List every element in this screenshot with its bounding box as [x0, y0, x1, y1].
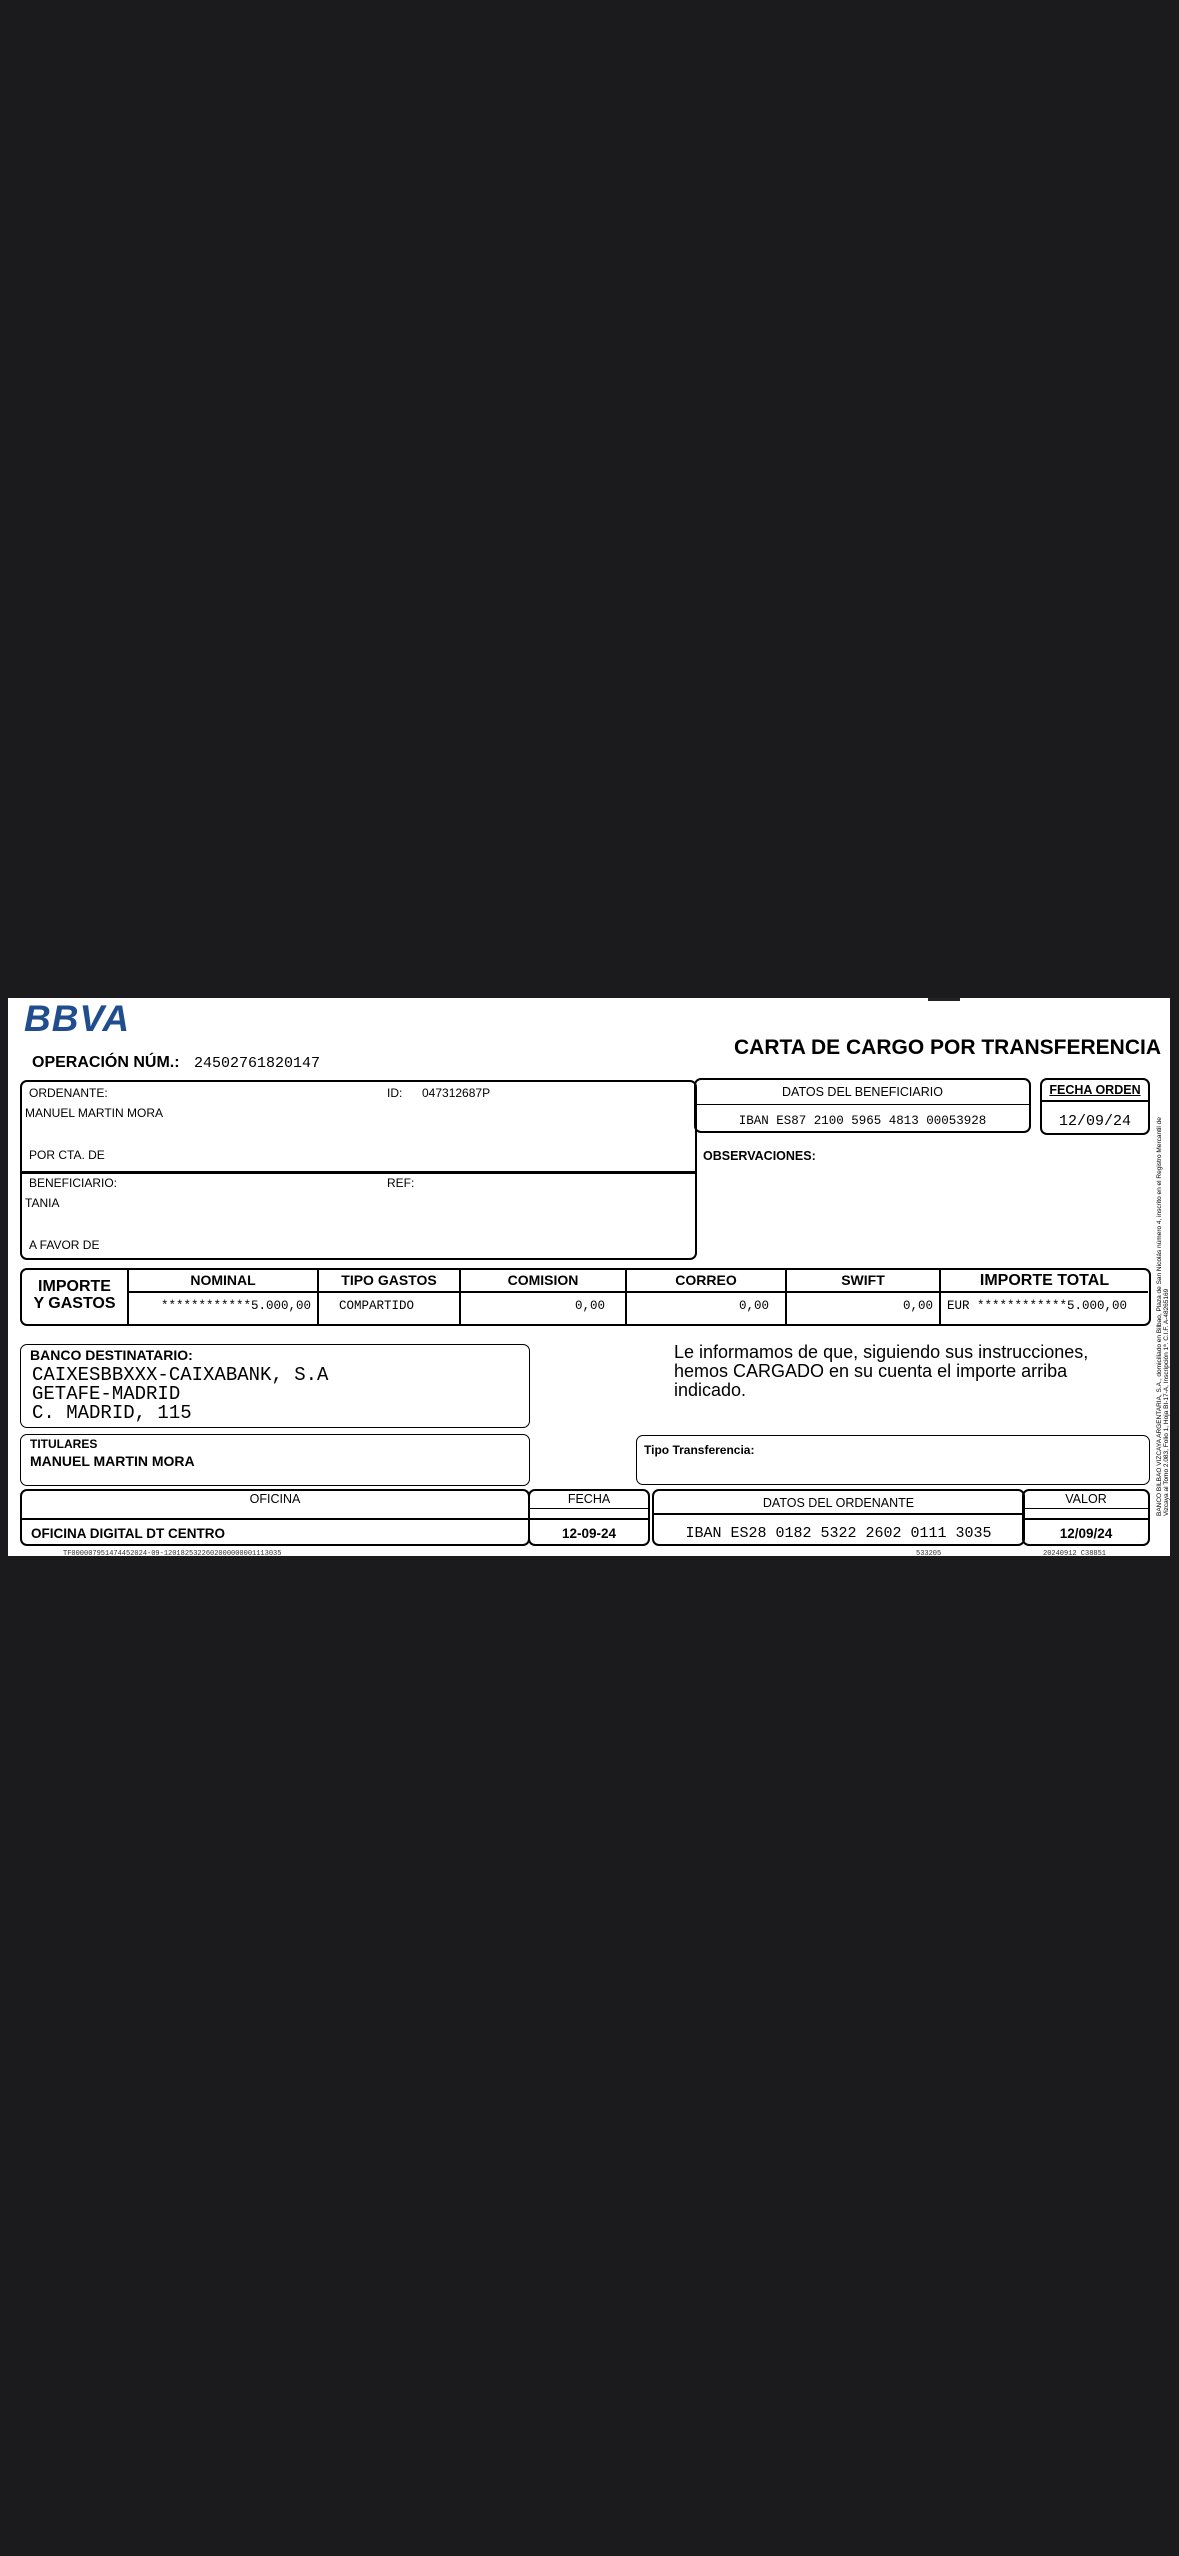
ref-label: REF:	[387, 1176, 415, 1190]
importe-box	[20, 1268, 1151, 1326]
fecha-gap-line	[530, 1518, 648, 1520]
banco-lines	[32, 1366, 328, 1423]
beneficiario-name: TANIA	[25, 1196, 60, 1210]
datos-beneficiario-label: DATOS DEL BENEFICIARIO	[696, 1080, 1029, 1105]
bbva-logo: BBVA	[24, 998, 131, 1039]
fecha-label: FECHA	[530, 1491, 648, 1509]
col-swift	[785, 1270, 939, 1324]
value-swift: 0,00	[902, 1299, 933, 1313]
top-mark	[928, 998, 960, 1001]
operation-number: 24502761820147	[194, 1055, 321, 1072]
banco-label: BANCO DESTINATARIO:	[30, 1347, 193, 1363]
document-title: CARTA DE CARGO POR TRANSFERENCIA	[734, 1036, 1162, 1059]
oficina-value: OFICINA DIGITAL DT CENTRO	[31, 1526, 225, 1541]
beneficiario-label: BENEFICIARIO:	[29, 1176, 118, 1190]
header-correo: CORREO	[627, 1270, 785, 1293]
ordenante-label: ORDENANTE:	[29, 1086, 108, 1100]
header-comision: COMISION	[461, 1270, 625, 1293]
fecha-orden-value: 12/09/24	[1058, 1113, 1131, 1130]
fecha-value: 12-09-24	[561, 1526, 617, 1541]
header-nominal: NOMINAL	[129, 1270, 317, 1293]
fecha-box	[528, 1489, 650, 1546]
tipo-transferencia-box	[636, 1435, 1150, 1485]
importe-label: IMPORTE Y GASTOS	[33, 1278, 116, 1312]
value-correo: 0,00	[738, 1299, 769, 1313]
col-correo	[625, 1270, 785, 1324]
bottom-code: TF000007951474452024-09-1201825322602000000001113035	[63, 1550, 282, 1556]
value-nominal: ************5.000,00	[160, 1299, 311, 1313]
col-nominal	[127, 1270, 317, 1324]
parties-divider	[22, 1171, 695, 1174]
operation-line	[32, 1054, 320, 1072]
oficina-box	[20, 1489, 530, 1546]
tipo-transferencia-label: Tipo Transferencia:	[644, 1443, 755, 1457]
por-cta-label: POR CTA. DE	[29, 1148, 105, 1162]
datos-ordenante-box	[652, 1489, 1025, 1546]
oficina-gap-line	[22, 1518, 528, 1520]
titulares-box	[20, 1434, 530, 1486]
ordenante-name: MANUEL MARTIN MORA	[25, 1106, 164, 1120]
id-label: ID:	[387, 1086, 403, 1100]
titulares-label: TITULARES	[30, 1437, 98, 1451]
observaciones-label: OBSERVACIONES:	[703, 1149, 816, 1163]
datos-ordenante-label: DATOS DEL ORDENANTE	[654, 1491, 1023, 1515]
banco-line1: CAIXESBBXXX-CAIXABANK, S.A	[32, 1364, 329, 1386]
a-favor-label: A FAVOR DE	[29, 1238, 100, 1252]
bottom-code-2: 533205	[916, 1550, 942, 1556]
banco-line3: C. MADRID, 115	[32, 1402, 192, 1424]
parties-box	[20, 1080, 697, 1260]
header-tipo-gastos: TIPO GASTOS	[319, 1270, 459, 1293]
valor-value: 12/09/24	[1059, 1526, 1113, 1541]
fecha-orden-label: FECHA ORDEN	[1042, 1080, 1148, 1102]
valor-box	[1022, 1489, 1150, 1546]
id-value: 047312687P	[422, 1086, 491, 1100]
bottom-code-3: 20240912 C38851	[1043, 1550, 1107, 1556]
banco-line2: GETAFE-MADRID	[32, 1383, 181, 1405]
value-comision: 0,00	[574, 1299, 605, 1313]
legal-side-text: BANCO BILBAO VIZCAYA ARGENTARIA, S.A., domiciliado en Bilbao, Plaza de San Nicolás número 4, inscrito en el Registro Mercantil de Vizcaya al Tomo 2.083, Folio 1, Hoja BI-17-A, Inscripción 1ª. C.I.F. A-48265169	[1156, 1117, 1170, 1516]
operation-label: OPERACIÓN NÚM.:	[32, 1054, 180, 1071]
banco-destinatario-box	[20, 1344, 530, 1428]
col-importe-total	[939, 1270, 1148, 1324]
iban-ordenante: IBAN ES28 0182 5322 2602 0111 3035	[685, 1525, 992, 1542]
datos-beneficiario-box	[694, 1078, 1031, 1133]
header-importe-total: IMPORTE TOTAL	[941, 1270, 1148, 1293]
value-importe-total: EUR ************5.000,00	[947, 1299, 1128, 1313]
transfer-document	[8, 998, 1170, 1556]
info-text: Le informamos de que, siguiendo sus instrucciones, hemos CARGADO en su cuenta el importe arriba indicado.	[674, 1342, 1089, 1400]
oficina-label: OFICINA	[22, 1491, 528, 1509]
header-swift: SWIFT	[787, 1270, 939, 1293]
valor-label: VALOR	[1024, 1491, 1148, 1509]
col-tipo-gastos	[317, 1270, 459, 1324]
col-comision	[459, 1270, 625, 1324]
fecha-orden-box	[1040, 1078, 1150, 1135]
valor-gap-line	[1024, 1518, 1148, 1520]
titulares-value: MANUEL MARTIN MORA	[30, 1453, 195, 1469]
iban-beneficiario: IBAN ES87 2100 5965 4813 00053928	[738, 1114, 987, 1128]
value-tipo-gastos: COMPARTIDO	[339, 1299, 415, 1313]
